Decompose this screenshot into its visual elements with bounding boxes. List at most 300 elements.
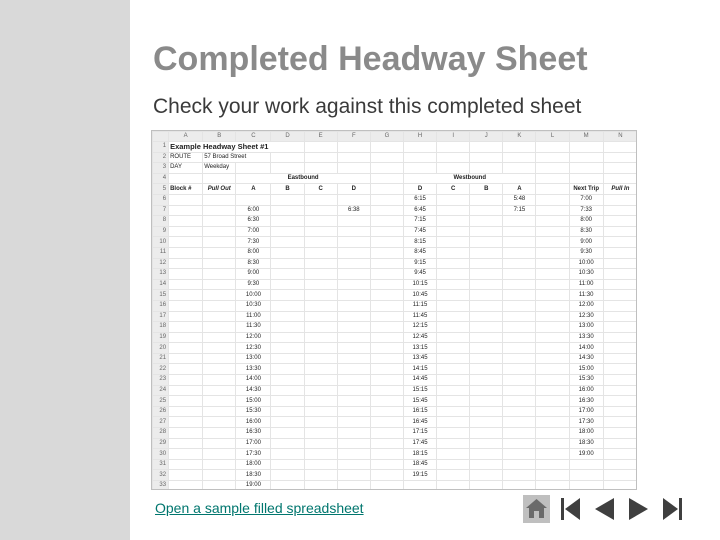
sheet-cell bbox=[169, 449, 203, 460]
sheet-cell bbox=[503, 470, 536, 481]
sheet-cell bbox=[337, 332, 370, 343]
sheet-cell: 11:15 bbox=[403, 300, 436, 311]
sheet-cell bbox=[337, 258, 370, 269]
sheet-cell bbox=[470, 142, 503, 153]
sheet-cell bbox=[169, 269, 203, 280]
sheet-cell bbox=[437, 258, 470, 269]
sheet-cell bbox=[437, 417, 470, 428]
sheet-cell bbox=[603, 290, 637, 301]
sheet-cell bbox=[503, 279, 536, 290]
next-slide-icon bbox=[625, 495, 652, 523]
sheet-cell bbox=[169, 322, 203, 333]
sheet-cell bbox=[203, 311, 236, 322]
row-number: 30 bbox=[153, 449, 169, 460]
sheet-cell bbox=[169, 438, 203, 449]
sheet-row bbox=[153, 449, 638, 460]
sheet-cell bbox=[536, 481, 569, 491]
sheet-cell: C bbox=[437, 184, 470, 195]
sheet-cell: C bbox=[236, 132, 271, 142]
sheet-cell bbox=[470, 396, 503, 407]
sheet-cell bbox=[403, 163, 436, 174]
sheet-cell: 15:30 bbox=[569, 375, 603, 386]
sheet-cell bbox=[470, 385, 503, 396]
sheet-cell bbox=[169, 290, 203, 301]
sheet-cell bbox=[370, 428, 403, 439]
sheet-cell bbox=[370, 385, 403, 396]
sheet-cell bbox=[337, 279, 370, 290]
sheet-cell bbox=[203, 353, 236, 364]
sheet-cell: 17:15 bbox=[403, 428, 436, 439]
sheet-cell: 18:30 bbox=[236, 470, 271, 481]
sheet-cell bbox=[503, 396, 536, 407]
sheet-cell bbox=[603, 163, 637, 174]
sheet-cell bbox=[169, 385, 203, 396]
sheet-cell: 16:30 bbox=[569, 396, 603, 407]
sheet-cell bbox=[470, 449, 503, 460]
row-number: 8 bbox=[153, 216, 169, 227]
row-number: 9 bbox=[153, 226, 169, 237]
sheet-cell bbox=[271, 205, 304, 216]
sheet-cell bbox=[304, 459, 337, 470]
sheet-cell bbox=[337, 470, 370, 481]
sheet-cell: 10:00 bbox=[569, 258, 603, 269]
sheet-cell: 11:00 bbox=[569, 279, 603, 290]
sheet-cell bbox=[503, 269, 536, 280]
sheet-cell: Eastbound bbox=[236, 173, 371, 184]
sheet-cell bbox=[169, 417, 203, 428]
sheet-cell bbox=[536, 428, 569, 439]
sheet-cell bbox=[603, 258, 637, 269]
sheet-cell bbox=[536, 194, 569, 205]
sheet-cell: 8:45 bbox=[403, 247, 436, 258]
sheet-cell bbox=[470, 216, 503, 227]
sheet-cell bbox=[536, 438, 569, 449]
sheet-cell bbox=[370, 142, 403, 153]
sheet-cell bbox=[503, 300, 536, 311]
sheet-cell bbox=[437, 237, 470, 248]
row-number: 31 bbox=[153, 459, 169, 470]
sheet-cell bbox=[203, 237, 236, 248]
sheet-row bbox=[153, 343, 638, 354]
sheet-row bbox=[153, 481, 638, 491]
sheet-cell bbox=[203, 247, 236, 258]
sheet-cell bbox=[503, 353, 536, 364]
sheet-cell: 14:00 bbox=[236, 375, 271, 386]
sheet-cell bbox=[370, 311, 403, 322]
sheet-cell bbox=[304, 481, 337, 491]
sheet-cell bbox=[304, 353, 337, 364]
sheet-cell bbox=[569, 459, 603, 470]
sheet-cell: 8:15 bbox=[403, 237, 436, 248]
sheet-cell bbox=[437, 247, 470, 258]
sheet-cell bbox=[304, 364, 337, 375]
sheet-cell bbox=[271, 396, 304, 407]
sheet-cell: 16:45 bbox=[403, 417, 436, 428]
sheet-cell bbox=[536, 258, 569, 269]
sheet-cell bbox=[437, 163, 470, 174]
sheet-cell: 14:15 bbox=[403, 364, 436, 375]
sheet-cell bbox=[203, 343, 236, 354]
sheet-cell: 12:45 bbox=[403, 332, 436, 343]
sheet-cell bbox=[169, 428, 203, 439]
sheet-cell bbox=[603, 470, 637, 481]
sheet-cell bbox=[304, 396, 337, 407]
sheet-cell bbox=[337, 364, 370, 375]
sheet-cell: I bbox=[437, 132, 470, 142]
sheet-cell bbox=[536, 417, 569, 428]
row-number: 7 bbox=[153, 205, 169, 216]
sheet-cell bbox=[503, 459, 536, 470]
sheet-cell bbox=[470, 194, 503, 205]
sheet-cell bbox=[536, 142, 569, 153]
previous-slide-button[interactable] bbox=[591, 495, 618, 523]
sheet-cell bbox=[271, 459, 304, 470]
sheet-cell: D bbox=[271, 132, 304, 142]
sheet-cell bbox=[503, 364, 536, 375]
next-slide-button[interactable] bbox=[625, 495, 652, 523]
sheet-cell bbox=[503, 385, 536, 396]
sheet-cell: Block # bbox=[169, 184, 203, 195]
sheet-cell bbox=[503, 438, 536, 449]
sheet-cell bbox=[536, 311, 569, 322]
sheet-cell bbox=[603, 385, 637, 396]
sheet-cell: Pull In bbox=[603, 184, 637, 195]
sheet-cell bbox=[536, 237, 569, 248]
sheet-cell bbox=[370, 237, 403, 248]
sheet-cell: 6:00 bbox=[236, 205, 271, 216]
sheet-cell: 19:00 bbox=[569, 449, 603, 460]
sheet-row bbox=[153, 385, 638, 396]
sheet-cell bbox=[304, 438, 337, 449]
sheet-cell: 15:00 bbox=[236, 396, 271, 407]
sheet-cell bbox=[603, 417, 637, 428]
sheet-cell bbox=[370, 449, 403, 460]
sheet-cell: A bbox=[236, 184, 271, 195]
sheet-cell bbox=[470, 163, 503, 174]
sheet-cell bbox=[503, 332, 536, 343]
sheet-cell bbox=[337, 290, 370, 301]
sheet-row bbox=[153, 375, 638, 386]
sheet-row bbox=[153, 406, 638, 417]
sheet-cell: 15:30 bbox=[236, 406, 271, 417]
sheet-cell bbox=[203, 269, 236, 280]
sheet-cell bbox=[603, 375, 637, 386]
sheet-row bbox=[153, 247, 638, 258]
home-button[interactable] bbox=[523, 495, 550, 523]
row-number: 23 bbox=[153, 375, 169, 386]
sheet-cell: H bbox=[403, 132, 436, 142]
sheet-cell bbox=[603, 205, 637, 216]
sheet-cell: 17:00 bbox=[569, 406, 603, 417]
sheet-cell bbox=[437, 269, 470, 280]
sheet-cell bbox=[203, 417, 236, 428]
sheet-cell bbox=[169, 406, 203, 417]
left-sidebar-band bbox=[0, 0, 130, 540]
sheet-cell bbox=[437, 332, 470, 343]
sheet-cell: L bbox=[536, 132, 569, 142]
row-number: 17 bbox=[153, 311, 169, 322]
sheet-row bbox=[153, 237, 638, 248]
sheet-cell bbox=[437, 396, 470, 407]
sheet-cell bbox=[271, 438, 304, 449]
sheet-cell bbox=[203, 470, 236, 481]
sheet-cell: 9:30 bbox=[236, 279, 271, 290]
sheet-cell bbox=[271, 269, 304, 280]
sheet-cell bbox=[370, 481, 403, 491]
sheet-cell bbox=[203, 173, 236, 184]
sheet-cell bbox=[470, 406, 503, 417]
row-number: 24 bbox=[153, 385, 169, 396]
sheet-cell bbox=[337, 343, 370, 354]
sheet-cell: 18:00 bbox=[236, 459, 271, 470]
sheet-cell bbox=[337, 428, 370, 439]
slide-subtitle: Check your work against this completed sheet bbox=[153, 95, 582, 118]
sheet-cell bbox=[271, 332, 304, 343]
sheet-cell bbox=[536, 322, 569, 333]
sheet-cell: 13:15 bbox=[403, 343, 436, 354]
sheet-row bbox=[153, 364, 638, 375]
sheet-cell bbox=[603, 279, 637, 290]
sheet-cell bbox=[370, 258, 403, 269]
sheet-cell: D bbox=[403, 184, 436, 195]
sheet-cell bbox=[271, 226, 304, 237]
sheet-cell bbox=[603, 428, 637, 439]
row-number: 27 bbox=[153, 417, 169, 428]
sheet-cell bbox=[271, 163, 304, 174]
sheet-cell: Weekday bbox=[203, 163, 236, 174]
sheet-cell bbox=[403, 152, 436, 163]
sheet-cell bbox=[437, 300, 470, 311]
sheet-cell bbox=[503, 237, 536, 248]
sheet-cell bbox=[169, 396, 203, 407]
sheet-cell bbox=[437, 406, 470, 417]
sheet-cell bbox=[470, 237, 503, 248]
sheet-cell bbox=[503, 406, 536, 417]
row-number: 3 bbox=[153, 163, 169, 174]
sheet-cell bbox=[370, 322, 403, 333]
sheet-cell: B bbox=[203, 132, 236, 142]
row-number: 28 bbox=[153, 428, 169, 439]
sheet-cell bbox=[370, 184, 403, 195]
sheet-cell bbox=[503, 247, 536, 258]
sheet-cell bbox=[536, 205, 569, 216]
sheet-cell bbox=[470, 290, 503, 301]
sheet-cell: 18:15 bbox=[403, 449, 436, 460]
row-number: 32 bbox=[153, 470, 169, 481]
sheet-cell bbox=[203, 428, 236, 439]
sheet-cell bbox=[203, 459, 236, 470]
sheet-cell bbox=[470, 417, 503, 428]
sheet-cell bbox=[503, 449, 536, 460]
sheet-cell bbox=[337, 269, 370, 280]
sheet-row bbox=[153, 226, 638, 237]
sheet-cell bbox=[603, 226, 637, 237]
sheet-cell bbox=[470, 438, 503, 449]
sheet-cell bbox=[470, 300, 503, 311]
first-slide-icon bbox=[557, 495, 584, 523]
sheet-cell bbox=[603, 152, 637, 163]
sheet-cell bbox=[236, 194, 271, 205]
sheet-cell bbox=[271, 258, 304, 269]
sheet-cell: 16:15 bbox=[403, 406, 436, 417]
column-header-row bbox=[153, 132, 638, 142]
sheet-cell: B bbox=[271, 184, 304, 195]
sheet-cell bbox=[304, 343, 337, 354]
sheet-cell bbox=[304, 322, 337, 333]
sheet-cell: M bbox=[569, 132, 603, 142]
sheet-cell: K bbox=[503, 132, 536, 142]
sheet-cell bbox=[203, 438, 236, 449]
sheet-cell bbox=[169, 300, 203, 311]
sheet-cell bbox=[304, 269, 337, 280]
row-number: 4 bbox=[153, 173, 169, 184]
sheet-cell: 11:30 bbox=[569, 290, 603, 301]
sheet-cell bbox=[203, 364, 236, 375]
sheet-row bbox=[153, 269, 638, 280]
sheet-cell: 15:45 bbox=[403, 396, 436, 407]
sheet-cell bbox=[470, 428, 503, 439]
open-sample-spreadsheet-link[interactable]: Open a sample filled spreadsheet bbox=[155, 500, 364, 516]
sheet-cell: Example Headway Sheet #1 bbox=[169, 142, 305, 153]
sheet-cell bbox=[536, 290, 569, 301]
sheet-row bbox=[153, 332, 638, 343]
sheet-cell bbox=[169, 481, 203, 491]
sheet-cell bbox=[169, 258, 203, 269]
sheet-cell bbox=[536, 163, 569, 174]
home-icon bbox=[523, 495, 550, 523]
sheet-cell bbox=[169, 279, 203, 290]
sheet-cell: Next Trip bbox=[569, 184, 603, 195]
sheet-row bbox=[153, 470, 638, 481]
sheet-cell bbox=[337, 226, 370, 237]
sheet-cell: 12:30 bbox=[569, 311, 603, 322]
sheet-cell: 7:15 bbox=[503, 205, 536, 216]
sheet-cell bbox=[337, 194, 370, 205]
sheet-cell bbox=[271, 300, 304, 311]
sheet-cell bbox=[337, 216, 370, 227]
sheet-cell bbox=[337, 406, 370, 417]
sheet-cell bbox=[536, 184, 569, 195]
sheet-cell bbox=[271, 247, 304, 258]
sheet-cell: 9:00 bbox=[236, 269, 271, 280]
sheet-cell bbox=[304, 258, 337, 269]
sheet-cell bbox=[304, 216, 337, 227]
sheet-cell bbox=[536, 173, 569, 184]
sheet-cell bbox=[437, 226, 470, 237]
sheet-row bbox=[153, 311, 638, 322]
sheet-cell: 6:38 bbox=[337, 205, 370, 216]
sheet-cell bbox=[603, 481, 637, 491]
row-number: 19 bbox=[153, 332, 169, 343]
sheet-cell bbox=[169, 237, 203, 248]
sheet-cell bbox=[437, 428, 470, 439]
sheet-cell bbox=[337, 237, 370, 248]
sheet-cell bbox=[603, 364, 637, 375]
sheet-cell: 19:15 bbox=[403, 470, 436, 481]
sheet-cell: 9:45 bbox=[403, 269, 436, 280]
sheet-cell bbox=[271, 470, 304, 481]
sheet-cell bbox=[370, 300, 403, 311]
sheet-cell bbox=[503, 290, 536, 301]
sheet-cell: 14:00 bbox=[569, 343, 603, 354]
sheet-cell: 8:30 bbox=[569, 226, 603, 237]
sheet-cell bbox=[503, 258, 536, 269]
sheet-cell: 10:30 bbox=[236, 300, 271, 311]
sheet-cell bbox=[603, 406, 637, 417]
sheet-cell: 9:00 bbox=[569, 237, 603, 248]
sheet-cell: 6:30 bbox=[236, 216, 271, 227]
row-number: 18 bbox=[153, 322, 169, 333]
sheet-cell bbox=[337, 163, 370, 174]
sheet-cell bbox=[337, 311, 370, 322]
sheet-cell bbox=[203, 258, 236, 269]
sheet-row bbox=[153, 459, 638, 470]
sheet-row bbox=[153, 428, 638, 439]
sheet-cell bbox=[536, 396, 569, 407]
sheet-cell: 17:30 bbox=[236, 449, 271, 460]
sheet-cell bbox=[304, 332, 337, 343]
last-slide-button[interactable] bbox=[659, 495, 686, 523]
sheet-cell bbox=[203, 226, 236, 237]
sheet-cell bbox=[304, 194, 337, 205]
sheet-cell: 16:00 bbox=[236, 417, 271, 428]
sheet-cell: DAY bbox=[169, 163, 203, 174]
sheet-cell bbox=[470, 470, 503, 481]
sheet-cell bbox=[370, 470, 403, 481]
headway-sheet-table bbox=[152, 131, 637, 490]
sheet-cell bbox=[603, 237, 637, 248]
sheet-cell bbox=[203, 332, 236, 343]
sheet-cell bbox=[437, 449, 470, 460]
sheet-cell bbox=[169, 173, 203, 184]
last-slide-icon bbox=[659, 495, 686, 523]
sheet-cell bbox=[304, 311, 337, 322]
sheet-cell bbox=[169, 194, 203, 205]
sheet-cell bbox=[337, 417, 370, 428]
sheet-cell bbox=[304, 247, 337, 258]
sheet-cell: 7:00 bbox=[236, 226, 271, 237]
sheet-cell bbox=[536, 470, 569, 481]
sheet-cell bbox=[304, 449, 337, 460]
sheet-cell bbox=[437, 343, 470, 354]
sheet-cell bbox=[304, 300, 337, 311]
sheet-cell bbox=[536, 269, 569, 280]
sheet-cell bbox=[437, 364, 470, 375]
first-slide-button[interactable] bbox=[557, 495, 584, 523]
sheet-cell bbox=[304, 375, 337, 386]
row-number: 10 bbox=[153, 237, 169, 248]
sheet-row bbox=[153, 194, 638, 205]
sheet-cell: 10:30 bbox=[569, 269, 603, 280]
sheet-cell bbox=[470, 332, 503, 343]
row-number: 13 bbox=[153, 269, 169, 280]
sheet-cell: A bbox=[503, 184, 536, 195]
previous-slide-icon bbox=[591, 495, 618, 523]
sheet-cell bbox=[271, 385, 304, 396]
sheet-cell bbox=[470, 247, 503, 258]
sheet-cell bbox=[337, 459, 370, 470]
sheet-cell bbox=[603, 396, 637, 407]
sheet-cell bbox=[337, 396, 370, 407]
sheet-cell: 8:00 bbox=[569, 216, 603, 227]
sheet-cell bbox=[536, 353, 569, 364]
sheet-row bbox=[153, 417, 638, 428]
sheet-cell bbox=[569, 163, 603, 174]
sheet-cell bbox=[403, 142, 436, 153]
sheet-cell bbox=[203, 375, 236, 386]
sheet-cell bbox=[271, 279, 304, 290]
sheet-cell bbox=[603, 353, 637, 364]
